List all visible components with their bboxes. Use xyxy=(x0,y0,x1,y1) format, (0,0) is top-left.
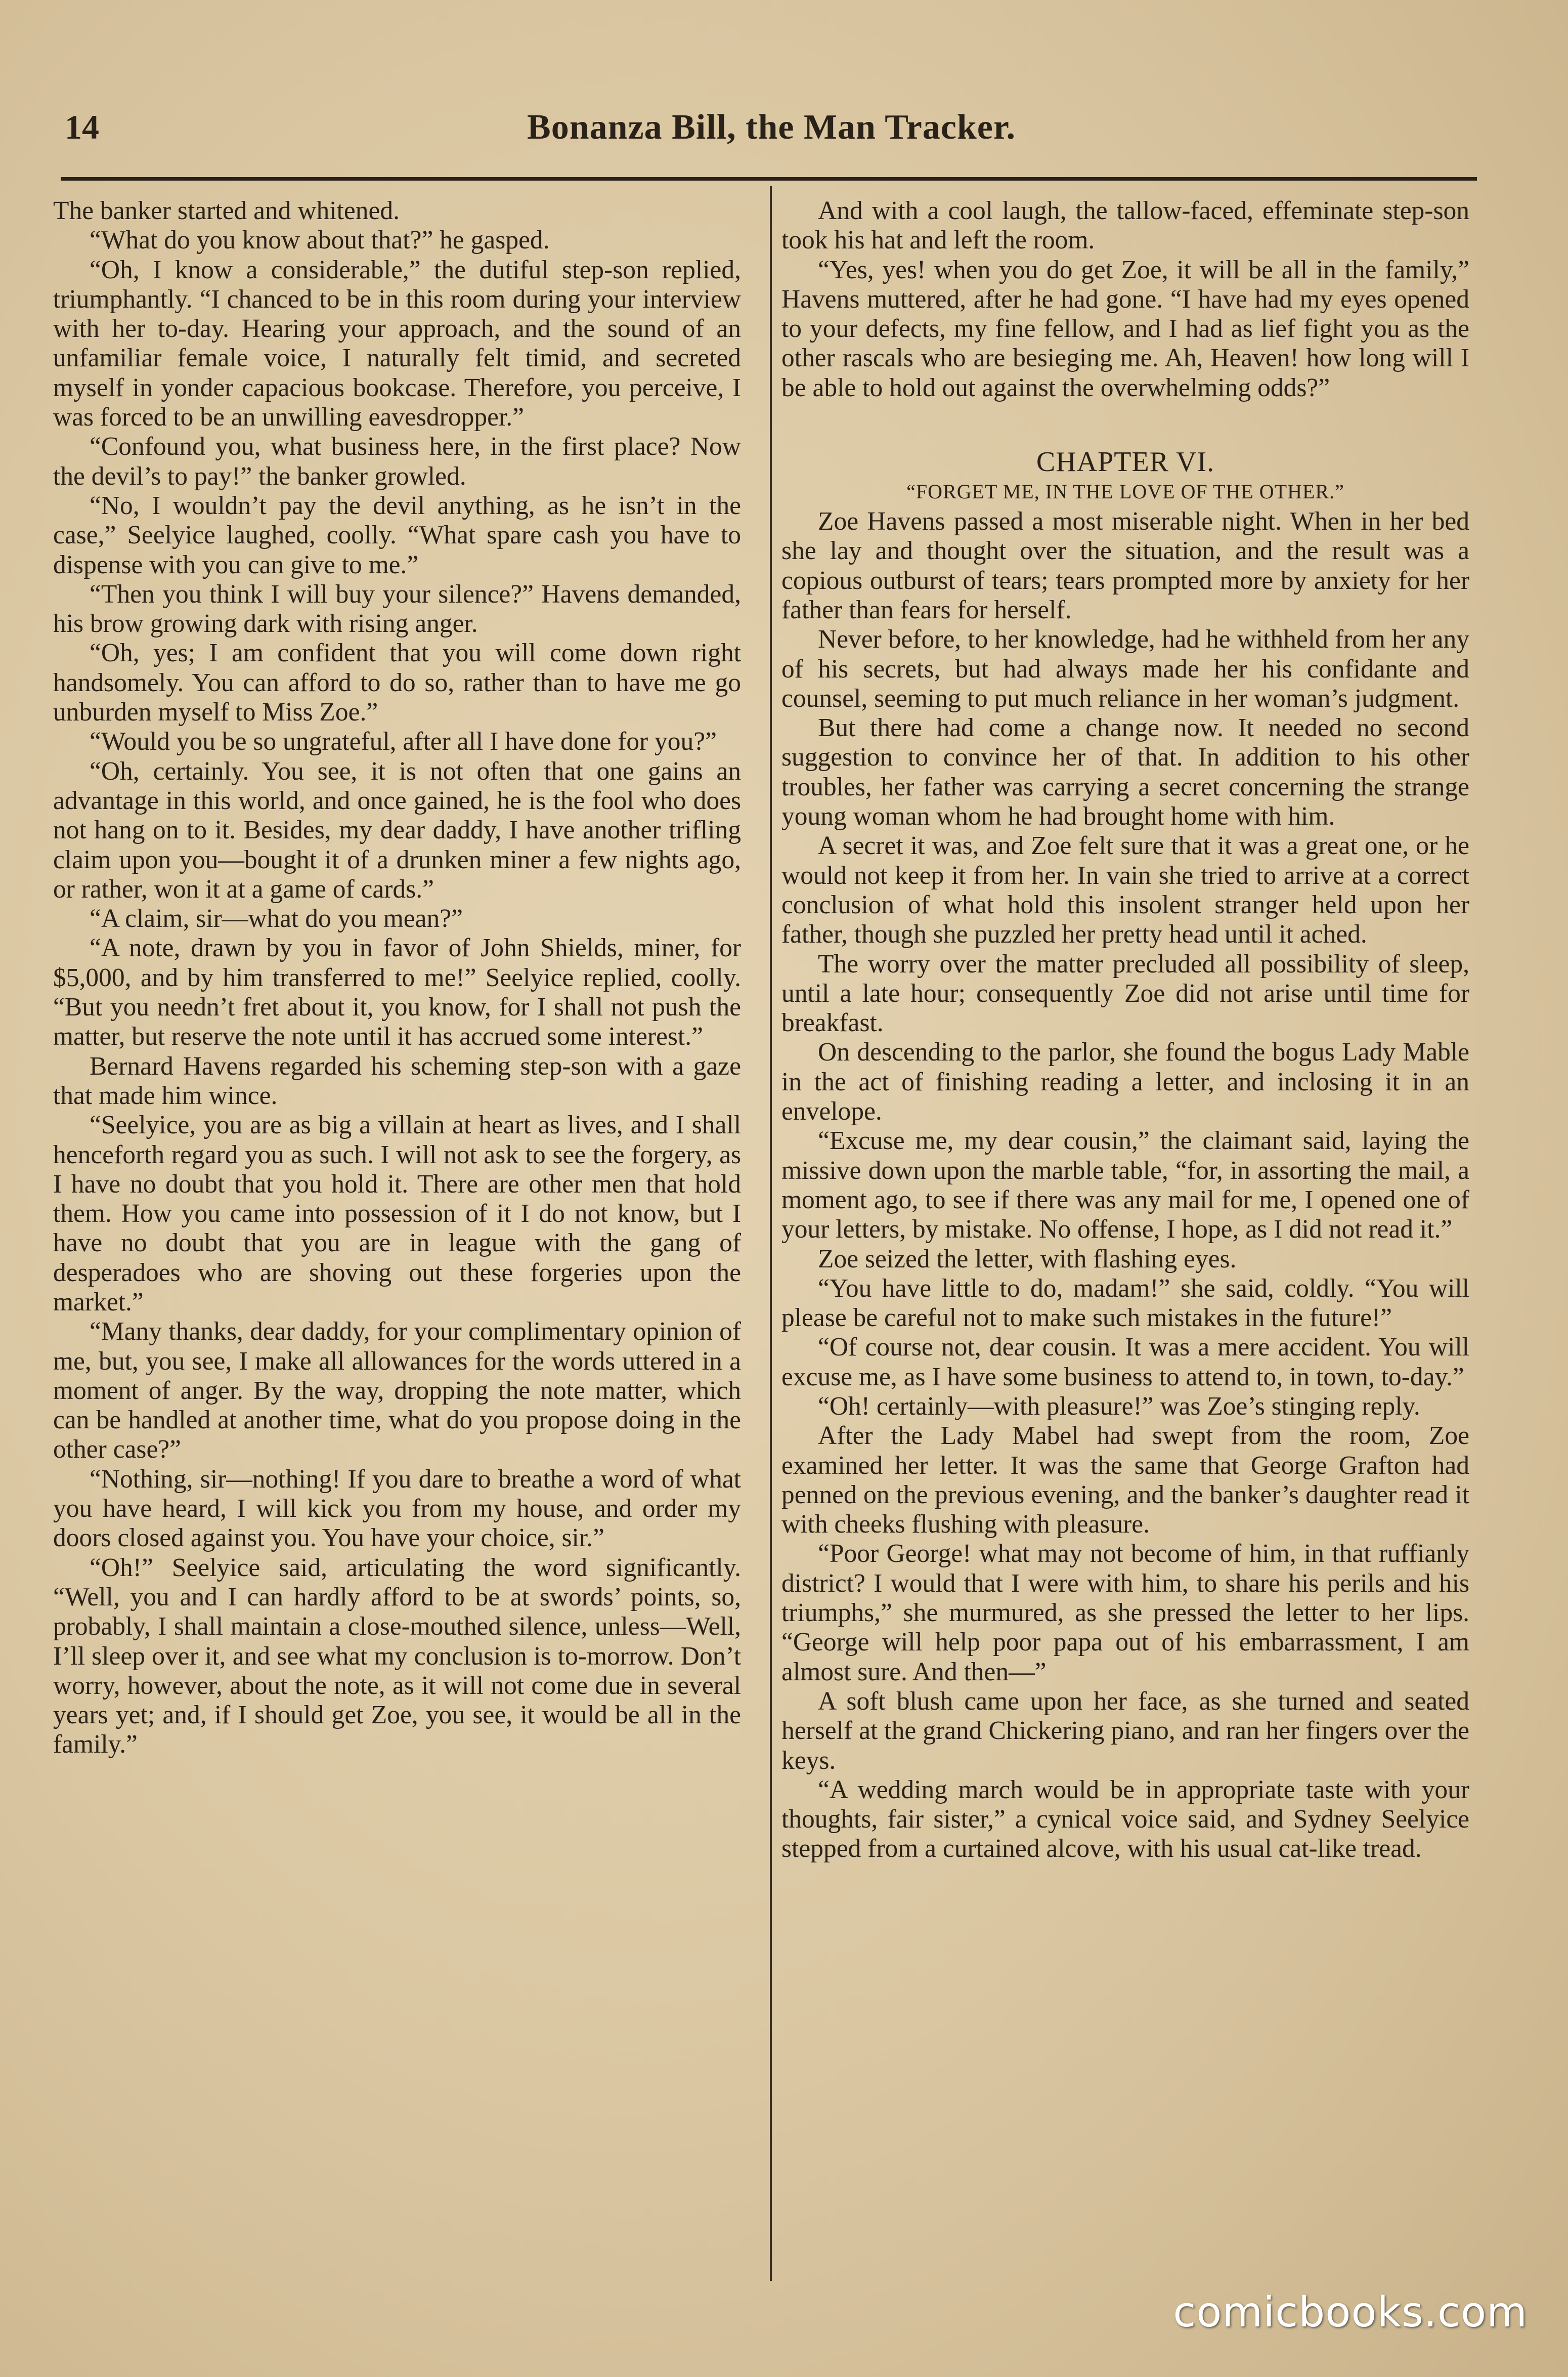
paragraph: And with a cool laugh, the tallow-faced, effeminate step-son took his hat and left the room. xyxy=(781,196,1469,255)
paragraph: “No, I wouldn’t pay the devil anything, as he isn’t in the case,” Seelyice laughed, coolly. “What spare cash you have to dispense with you can give to me.” xyxy=(53,491,741,579)
right-column xyxy=(781,196,1469,1864)
paragraph: “Oh, yes; I am confident that you will come down right handsomely. You can afford to do so, rather than to have me go unburden myself to Miss Zoe.” xyxy=(53,639,741,727)
paragraph: “A claim, sir—what do you mean?” xyxy=(90,904,463,933)
chapter-subtitle: “FORGET ME, IN THE LOVE OF THE OTHER.” xyxy=(906,480,1344,503)
left-column xyxy=(53,196,741,1760)
paragraph: “Oh!” Seelyice said, articulating the word significantly. “Well, you and I can hardly afford to be at swords’ points, so, probably, I shall maintain a close-mouthed silence, unless—Well, I’ll sleep over it, and see what my conclusion is to-morrow. Don’t worry, however, about the note, as it will not come due in several years yet; and, if I should get Zoe, you see, it would be all in the family.” xyxy=(53,1553,741,1759)
right-column-chapter-body xyxy=(781,507,1469,1864)
paragraph: “Of course not, dear cousin. It was a mere accident. You will excuse me, as I have some business to attend to, in town, to-day.” xyxy=(781,1333,1469,1391)
paragraph: “Excuse me, my dear cousin,” the claimant said, laying the missive down upon the marble table, “for, in assorting the mail, a moment ago, to see if there was any mail for me, I opened one of your letters, by mistake. No offense, I hope, as I did not read it.” xyxy=(781,1126,1469,1244)
paragraph: A soft blush came upon her face, as she turned and seated herself at the grand Chickering piano, and ran her fingers over the keys. xyxy=(781,1686,1469,1775)
paragraph: Zoe seized the letter, with flashing eyes. xyxy=(818,1244,1237,1274)
paragraph: Bernard Havens regarded his scheming step-son with a gaze that made him wince. xyxy=(53,1051,741,1110)
paragraph: “Confound you, what business here, in the first place? Now the devil’s to pay!” the banker growled. xyxy=(53,432,741,491)
running-title: Bonanza Bill, the Man Tracker. xyxy=(527,108,1016,147)
paragraph: Zoe Havens passed a most miserable night. When in her bed she lay and thought over the situation, and the result was a copious outburst of tears; tears prompted more by anxiety for her father than fears for herself. xyxy=(781,507,1469,624)
paragraph: “Many thanks, dear daddy, for your complimentary opinion of me, but, you see, I make all allowances for the words uttered in a moment of anger. By the way, dropping the note matter, which can be handled at another time, what do you propose doing in the other case?” xyxy=(53,1317,741,1464)
paragraph: The worry over the matter precluded all possibility of sleep, until a late hour; consequently Zoe did not arise until time for breakfast. xyxy=(781,949,1469,1038)
column-divider xyxy=(770,186,772,2281)
paragraph: A secret it was, and Zoe felt sure that it was a great one, or he would not keep it from her. In vain she tried to arrive at a correct conclusion of what hold this insolent stranger held upon her father, though she puzzled her pretty head until it ached. xyxy=(781,831,1469,949)
paragraph: “Yes, yes! when you do get Zoe, it will be all in the family,” Havens muttered, after he had gone. “I have had my eyes opened to your defects, my fine fellow, and I had as lief fight you as the other rascals who are besieging me. Ah, Heaven! how long will I be able to hold out against the overwhelming odds?” xyxy=(781,255,1469,402)
chapter-title: CHAPTER VI. xyxy=(1036,446,1215,478)
paragraph: “A note, drawn by you in favor of John Shields, miner, for $5,000, and by him transferred to me!” Seelyice replied, coolly. “But you needn’t fret about it, you know, for I shall not push the matter, but reserve the note until it has accrued some interest.” xyxy=(53,933,741,1051)
paragraph: “What do you know about that?” he gasped. xyxy=(90,226,550,255)
paragraph: “A wedding march would be in appropriate taste with your thoughts, fair sister,” a cynical voice said, and Sydney Seelyice stepped from a curtained alcove, with his usual cat-like tread. xyxy=(781,1775,1469,1863)
paragraph: Never before, to her knowledge, had he withheld from her any of his secrets, but had always made her his confidante and counsel, seeming to put much reliance in her woman’s judgment. xyxy=(781,625,1469,713)
site-watermark: comicbooks.com xyxy=(1173,2288,1528,2337)
paragraph: “Nothing, sir—nothing! If you dare to breathe a word of what you have heard, I will kick you from my house, and order my doors closed against you. You have your choice, sir.” xyxy=(53,1464,741,1553)
paragraph: “Seelyice, you are as big a villain at heart as lives, and I shall henceforth regard you as such. I will not ask to see the forgery, as I have no doubt that you hold it. There are other men that hold them. How you came into possession of it I do not know, but I have no doubt that you are in league with the gang of desperadoes who are shoving out these forgeries upon the market.” xyxy=(53,1111,741,1317)
header-rule xyxy=(61,177,1477,181)
paragraph: “Oh! certainly—with pleasure!” was Zoe’s stinging reply. xyxy=(818,1391,1420,1421)
paragraph: “Then you think I will buy your silence?” Havens demanded, his brow growing dark with rising anger. xyxy=(53,579,741,639)
page-header xyxy=(61,107,1482,148)
paragraph: But there had come a change now. It needed no second suggestion to convince her of that. In addition to his other troubles, her father was carrying a secret concerning the strange young woman whom he had brought home with him. xyxy=(781,713,1469,831)
paragraph: On descending to the parlor, she found the bogus Lady Mable in the act of finishing reading a letter, and inclosing it in an envelope. xyxy=(781,1038,1469,1126)
paragraph: After the Lady Mabel had swept from the room, Zoe examined her letter. It was the same that George Grafton had penned on the previous evening, and the banker’s daughter read it with cheeks flushing with pleasure. xyxy=(781,1421,1469,1539)
right-column-pre-chapter xyxy=(781,196,1469,403)
paragraph: “You have little to do, madam!” she said, coldly. “You will please be careful not to make such mistakes in the future!” xyxy=(781,1274,1469,1333)
paragraph: “Oh, I know a considerable,” the dutiful step-son replied, triumphantly. “I chanced to be in this room during your interview with her to-day. Hearing your approach, and the sound of an unfamiliar female voice, I naturally felt timid, and secreted myself in yonder capacious bookcase. Therefore, you perceive, I was forced to be an unwilling eavesdropper.” xyxy=(53,255,741,432)
paragraph: The banker started and whitened. xyxy=(53,196,400,225)
page-number: 14 xyxy=(65,108,99,146)
paragraph: “Would you be so ungrateful, after all I have done for you?” xyxy=(90,727,717,756)
paragraph: “Oh, certainly. You see, it is not often that one gains an advantage in this world, and once gained, he is the fool who does not hang on to it. Besides, my dear daddy, I have another trifling claim upon you—bought it of a drunken miner a few nights ago, or rather, won it at a game of cards.” xyxy=(53,756,741,904)
paragraph: “Poor George! what may not become of him, in that ruffianly district? I would that I were with him, to share his perils and his triumphs,” she murmured, as she pressed the letter to her lips. “George will help poor papa out of his embarrassment, I am almost sure. And then—” xyxy=(781,1539,1469,1686)
